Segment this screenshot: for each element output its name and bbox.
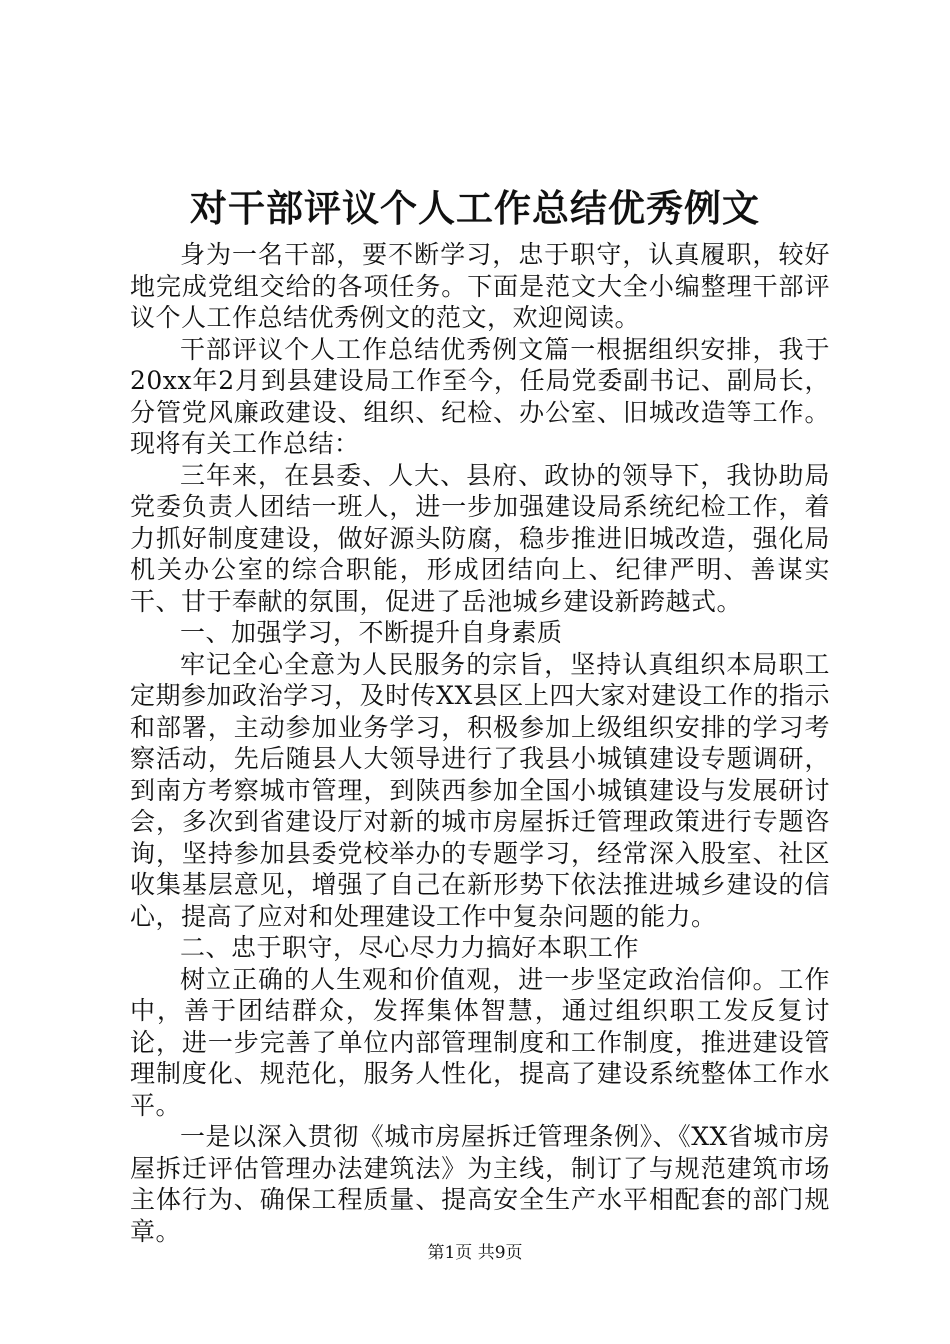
section-heading-duty: 二、忠于职守，尽心尽力力搞好本职工作 xyxy=(180,933,640,962)
section-heading-study: 一、加强学习，不断提升自身素质 xyxy=(180,618,563,647)
paragraph-three-years: 三年来，在县委、人大、县府、政协的领导下，我协助局党委负责人团结一班人，进一步加强建设局系统纪检工作，着力抓好制度建设，做好源头防腐，稳步推进旧城改造，强化局机关办公室的综合职能，形成团结向上、纪律严明、善谋实干、甘于奉献的氛围，促进了岳池城乡建设新跨越式。 xyxy=(130,460,830,616)
page-number-footer: 第1页 共9页 xyxy=(427,1243,523,1263)
paragraph-part-one: 干部评议个人工作总结优秀例文篇一根据组织安排，我于20xx年2月到县建设局工作至今，任局党委副书记、副局长，分管党风廉政建设、组织、纪检、办公室、旧城改造等工作。现将有关工作总结： xyxy=(130,334,830,458)
paragraph-study: 牢记全心全意为人民服务的宗旨，坚持认真组织本局职工定期参加政治学习，及时传XX县区上四大家对建设工作的指示和部署，主动参加业务学习，积极参加上级组织安排的学习考察活动，先后随县人大领导进行了我县小城镇建设专题调研，到南方考察城市管理，到陕西参加全国小城镇建设与发展研讨会，多次到省建设厅对新的城市房屋拆迁管理政策进行专题咨询，坚持参加县委党校举办的专题学习，经常深入股室、社区收集基层意见，增强了自己在新形势下依法推进城乡建设的信心，提高了应对和处理建设工作中复杂问题的能力。 xyxy=(130,649,830,931)
paragraph-regulations: 一是以深入贯彻《城市房屋拆迁管理条例》、《XX省城市房屋拆迁评估管理办法建筑法》为主线，制订了与规范建筑市场主体行为、确保工程质量、提高安全生产水平相配套的部门规章。 xyxy=(130,1122,830,1246)
paragraph-duty: 树立正确的人生观和价值观，进一步坚定政治信仰。工作中，善于团结群众，发挥集体智慧，通过组织职工发反复讨论，进一步完善了单位内部管理制度和工作制度，推进建设管理制度化、规范化，服务人性化，提高了建设系统整体工作水平。 xyxy=(130,964,830,1120)
paragraph-intro: 身为一名干部，要不断学习，忠于职守，认真履职，较好地完成党组交给的各项任务。下面是范文大全小编整理干部评议个人工作总结优秀例文的范文，欢迎阅读。 xyxy=(130,240,830,332)
document-title: 对干部评议个人工作总结优秀例文 xyxy=(190,186,760,230)
document-body xyxy=(130,239,830,1247)
